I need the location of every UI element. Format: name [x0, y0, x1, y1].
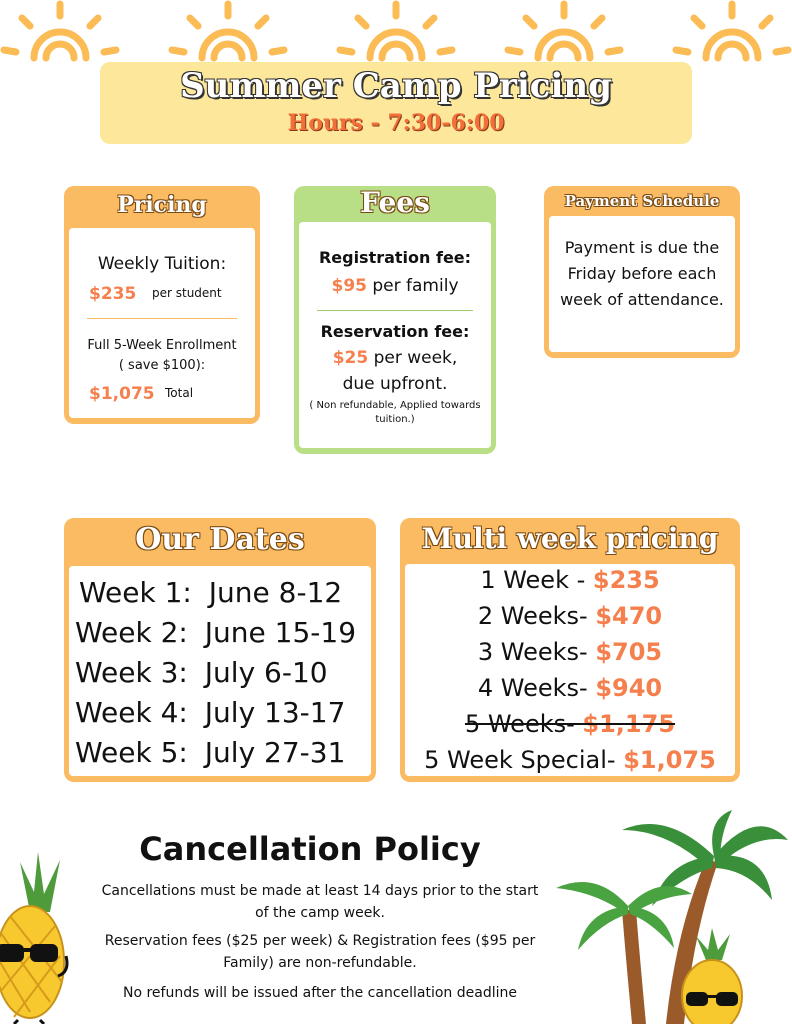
registration-fee-line: [299, 276, 491, 296]
reservation-fine-print-2: tuition.): [375, 414, 415, 425]
multi-label: 1 Week -: [480, 566, 593, 594]
multi-label: 2 Weeks-: [477, 602, 596, 630]
week-5-row: [75, 736, 345, 769]
multi-price: $940: [595, 674, 663, 702]
week-label: Week 1:: [79, 576, 192, 609]
full-enrollment-label: Full 5-Week Enrollment: [87, 338, 237, 353]
multi-price: $235: [592, 566, 660, 594]
cancellation-line-3: Reservation fees ($25 per week) & Registration fees ($95 per: [104, 933, 536, 949]
full-unit: Total: [165, 386, 194, 400]
pricing-card: [64, 186, 260, 424]
multi-week-body: [405, 564, 735, 776]
multi-row-1: [405, 566, 735, 594]
multi-week-card: [400, 518, 740, 782]
week-2-row: [75, 616, 356, 649]
week-1-row: [79, 576, 342, 609]
registration-unit: per family: [372, 276, 459, 296]
payment-body: [549, 216, 735, 352]
sun-icon: [0, 0, 120, 70]
sun-icon: [168, 0, 288, 70]
multi-label: 4 Weeks-: [477, 674, 596, 702]
dates-heading: Our Dates: [135, 522, 305, 557]
week-range: June 15-19: [204, 616, 357, 649]
reservation-fine-print-1: ( Non refundable, Applied towards: [309, 400, 481, 411]
week-label: Week 3:: [75, 656, 188, 689]
fees-card: [294, 186, 496, 454]
multi-row-2: [405, 602, 735, 630]
weekly-tuition-label: Weekly Tuition:: [97, 254, 227, 274]
week-4-row: [75, 696, 345, 729]
hours-subtitle: Hours - 7:30-6:00: [287, 110, 505, 136]
pricing-heading: Pricing: [117, 192, 207, 218]
multi-label: 3 Weeks-: [477, 638, 596, 666]
sun-icon: [504, 0, 624, 70]
multi-price: $1,175: [582, 710, 676, 738]
payment-line-3: week of attendance.: [560, 290, 724, 309]
sun-icon: [336, 0, 456, 70]
reservation-note: due upfront.: [342, 374, 448, 394]
cancellation-line-2: of the camp week.: [255, 905, 385, 921]
multi-week-heading: Multi week pricing: [421, 522, 719, 555]
multi-row-3: [405, 638, 735, 666]
multi-row-4: [405, 674, 735, 702]
multi-row-special: [405, 746, 735, 774]
payment-line-1: Payment is due the: [564, 238, 720, 257]
registration-fee-label: Registration fee:: [318, 248, 472, 267]
multi-price: $470: [595, 602, 663, 630]
fees-heading: Fees: [360, 186, 430, 219]
fees-divider: [317, 310, 473, 311]
cancellation-line-5: No refunds will be issued after the cancellation deadline: [123, 985, 517, 1001]
palm-tree-icon: [556, 810, 792, 1024]
reservation-fee-line: [299, 348, 491, 368]
reservation-fee-label: Reservation fee:: [320, 322, 470, 341]
payment-card: [544, 186, 740, 358]
pineapple-icon: [0, 852, 80, 1024]
week-label: Week 5:: [75, 736, 188, 769]
page-title: Summer Camp Pricing: [180, 66, 612, 106]
week-3-row: [75, 656, 328, 689]
full-price: $1,075: [89, 384, 155, 404]
multi-label: 5 Weeks-: [464, 710, 583, 738]
multi-row-5-struck: [405, 710, 735, 738]
week-label: Week 2:: [75, 616, 188, 649]
payment-line-2: Friday before each: [567, 264, 717, 283]
cancellation-line-1: Cancellations must be made at least 14 days prior to the start: [101, 883, 539, 899]
weekly-price: $235: [89, 284, 137, 304]
week-range: July 27-31: [204, 736, 346, 769]
sun-icon: [672, 0, 792, 70]
cancellation-line-4: Family) are non-refundable.: [223, 955, 417, 971]
week-range: July 6-10: [204, 656, 328, 689]
fees-body: [299, 222, 491, 448]
pricing-divider: [87, 318, 237, 319]
reservation-unit: per week,: [373, 348, 458, 368]
weekly-unit: per student: [152, 286, 222, 300]
dates-card: [64, 518, 376, 782]
reservation-price: $25: [332, 348, 369, 368]
payment-heading: Payment Schedule: [564, 192, 720, 210]
week-label: Week 4:: [75, 696, 188, 729]
week-range: June 8-12: [208, 576, 343, 609]
multi-price: $1,075: [623, 746, 716, 774]
week-range: July 13-17: [204, 696, 346, 729]
full-enrollment-save: ( save $100):: [118, 358, 206, 373]
multi-price: $705: [595, 638, 663, 666]
multi-label: 5 Week Special-: [424, 746, 624, 774]
cancellation-heading: Cancellation Policy: [139, 830, 481, 868]
pricing-body: [69, 228, 255, 418]
registration-price: $95: [331, 276, 367, 296]
dates-body: [69, 566, 371, 776]
